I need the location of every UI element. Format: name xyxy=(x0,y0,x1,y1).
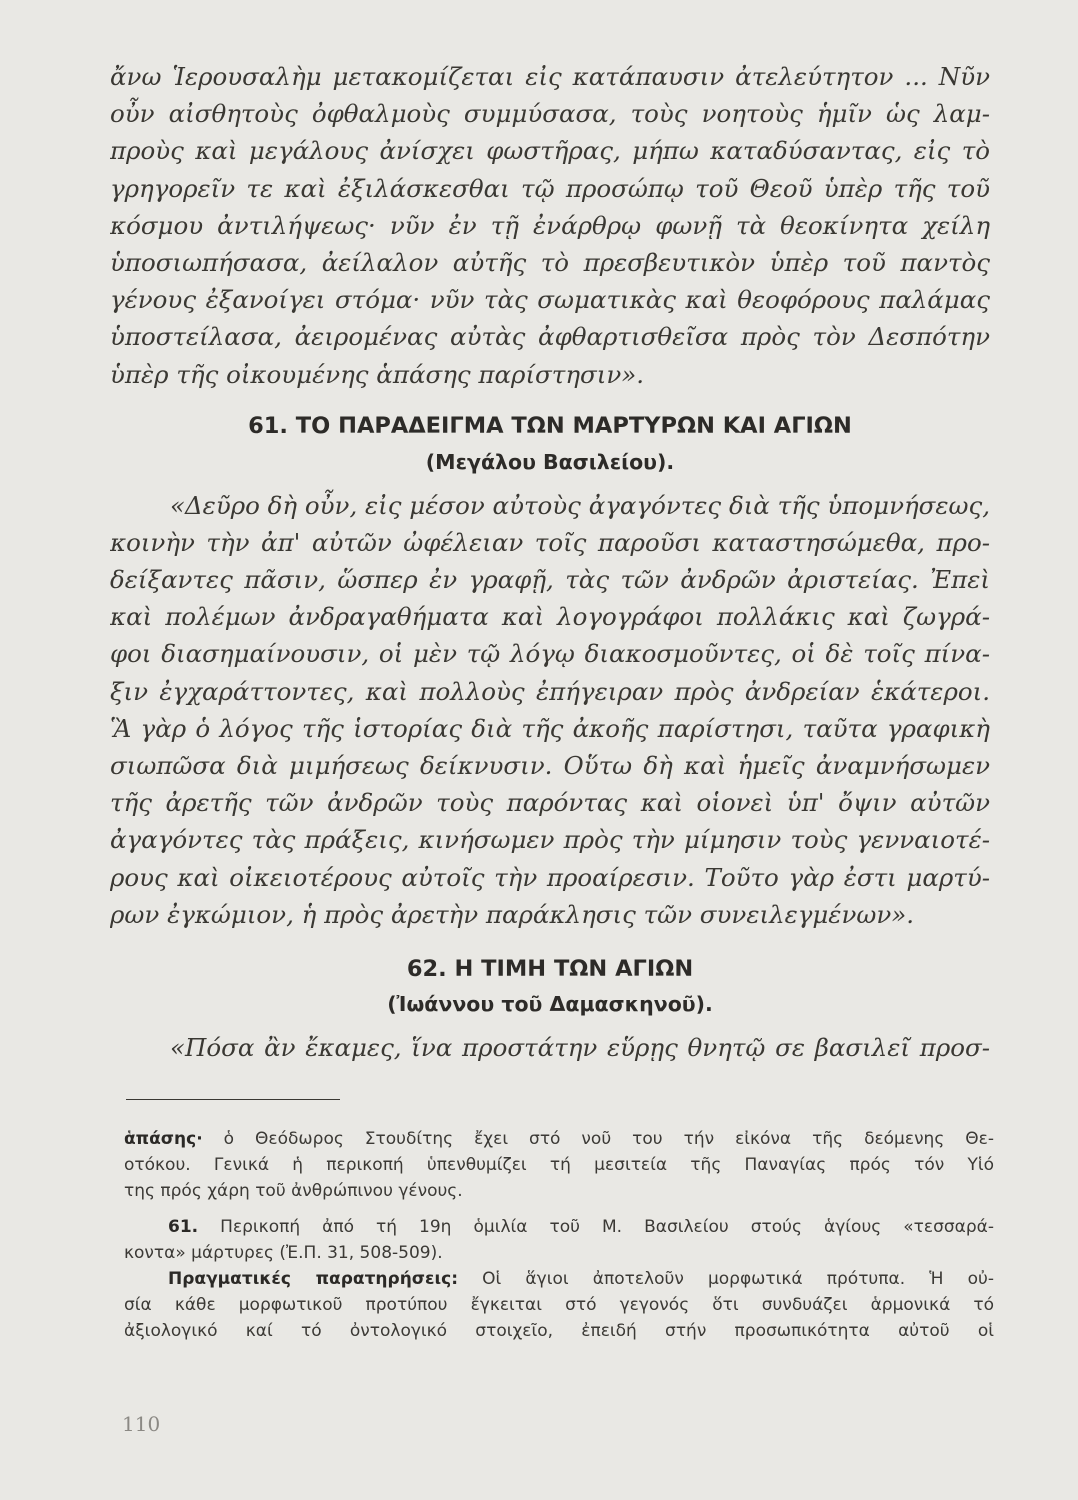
paragraph-line: προὺς καὶ μεγάλους ἀνίσχει φωστῆρας, μήπω καταδύσαντας, εἰς τὸ xyxy=(110,136,990,166)
section-61-subtitle: (Μεγάλου Βασιλείου). xyxy=(425,449,675,474)
paragraph-line: ἄνω Ἱερουσαλὴμ μετακομίζεται εἰς κατάπαυσιν ἀτελεύτητον ... Νῦν xyxy=(110,62,990,91)
paragraph-line: ὑπὲρ τῆς οἰκουμένης ἁπάσης παρίστησιν». xyxy=(110,359,645,389)
paragraph-line: Ἃ γὰρ ὁ λόγος τῆς ἱστορίας διὰ τῆς ἀκοῆς παρίστησι, ταῦτα γραφικὴ xyxy=(110,713,990,743)
footnote-separator xyxy=(126,1099,340,1100)
footnote-line: ἁπάσης· ὁ Θεόδωρος Στουδίτης ἔχει στό νοῦ του τήν εἰκόνα τῆς δεόμενης Θε- xyxy=(124,1129,994,1149)
paragraph-line: ρων ἐγκώμιον, ἡ πρὸς ἀρετὴν παράκλησις τῶν συνειλεγμένων». xyxy=(110,899,915,929)
paragraph-line: ρους καὶ οἰκειοτέρους αὐτοῖς τὴν προαίρεσιν. Τοῦτο γὰρ ἐστι μαρτύ- xyxy=(110,862,990,892)
footnote-line: Πραγματικές παρατηρήσεις: Οἱ ἅγιοι ἀποτελοῦν μορφωτικά πρότυπα. Ἡ οὐ- xyxy=(168,1269,994,1289)
page-number: 110 xyxy=(122,1412,161,1436)
paragraph-line: ξιν ἐγχαράττοντες, καὶ πολλοὺς ἐπήγειραν πρὸς ἀνδρείαν ἑκάτεροι. xyxy=(110,676,990,706)
paragraph-line: «Δεῦρο δὴ οὖν, εἰς μέσον αὐτοὺς ἀγαγόντες διὰ τῆς ὑπομνήσεως, xyxy=(170,490,990,520)
paragraph-line: σιωπῶσα διὰ μιμήσεως δείκνυσιν. Οὕτω δὴ καὶ ἡμεῖς ἀναμνήσωμεν xyxy=(110,751,990,780)
paragraph-line: ὑποσιωπήσασα, ἀείλαλον αὐτῆς τὸ πρεσβευτικὸν ὑπὲρ τοῦ παντὸς xyxy=(110,247,990,277)
paragraph-line: κόσμου ἀντιλήψεως· νῦν ἐν τῇ ἐνάρθρῳ φωνῇ τὰ θεοκίνητα χείλη xyxy=(110,210,990,240)
paragraph-line: ἀγαγόντες τὰς πράξεις, κινήσωμεν πρὸς τὴν μίμησιν τοὺς γενναιοτέ- xyxy=(110,825,990,855)
paragraph-line: γένους ἐξανοίγει στόμα· νῦν τὰς σωματικὰς καὶ θεοφόρους παλάμας xyxy=(110,285,990,315)
footnote-line: 61. Περικοπή ἀπό τή 19η ὁμιλία τοῦ Μ. Βασιλείου στούς ἁγίους «τεσσαρά- xyxy=(168,1217,994,1237)
paragraph-line: φοι διασημαίνουσιν, οἱ μὲν τῷ λόγῳ διακοσμοῦντες, οἱ δὲ τοῖς πίνα- xyxy=(110,639,990,669)
paragraph-line: γρηγορεῖν τε καὶ ἐξιλάσκεσθαι τῷ προσώπῳ τοῦ Θεοῦ ὑπὲρ τῆς τοῦ xyxy=(110,173,990,203)
main-text xyxy=(110,58,990,1066)
section-61-title: 61. ΤΟ ΠΑΡΑΔΕΙΓΜΑ ΤΩΝ ΜΑΡΤΥΡΩΝ ΚΑΙ ΑΓΙΩΝ xyxy=(248,412,852,439)
footnote-line: σία κάθε μορφωτικοῦ προτύπου ἔγκειται στό γεγονός ὅτι συνδυάζει ἁρμονικά τό xyxy=(124,1295,994,1315)
footnote-line: οτόκου. Γενικά ἡ περικοπή ὑπενθυμίζει τή μεσιτεία τῆς Παναγίας πρός τόν Υἱό xyxy=(124,1155,994,1175)
observations-label: Πραγματικές παρατηρήσεις: xyxy=(168,1269,458,1289)
paragraph-line: καὶ πολέμων ἀνδραγαθήματα καὶ λογογράφοι πολλάκις καὶ ζωγρά- xyxy=(110,602,990,632)
section-62-subtitle: (Ἰωάννου τοῦ Δαμασκηνοῦ). xyxy=(387,991,713,1016)
paragraph-line: «Πόσα ἂν ἔκαμες, ἵνα προστάτην εὕρῃς θνητῷ σε βασιλεῖ προσ- xyxy=(170,1032,990,1062)
paragraph-line: τῆς ἀρετῆς τῶν ἀνδρῶν τοὺς παρόντας καὶ οἱονεὶ ὑπ' ὄψιν αὐτῶν xyxy=(110,788,990,818)
paragraph-line: οὖν αἰσθητοὺς ὀφθαλμοὺς συμμύσασα, τοὺς νοητοὺς ἡμῖν ὡς λαμ- xyxy=(110,99,990,129)
footnote-line: ἀξιολογικό καί τό ὀντολογικό στοιχεῖο, ἐπειδή στήν προσωπικότητα αὐτοῦ οἱ xyxy=(124,1321,994,1341)
footnote-number: 61. xyxy=(168,1217,199,1237)
paragraph-line: κοινὴν τὴν ἀπ' αὐτῶν ὠφέλειαν τοῖς παροῦσι καταστησώμεθα, προ- xyxy=(110,527,990,557)
footnote-line: κοντα» μάρτυρες (Ἐ.Π. 31, 508-509). xyxy=(124,1243,443,1263)
footnote-line: της πρός χάρη τοῦ ἀνθρώπινου γένους. xyxy=(124,1181,463,1201)
footnotes xyxy=(124,1126,994,1344)
paragraph-line: ὑποστείλασα, ἀειρομένας αὐτὰς ἀφθαρτισθεῖσα πρὸς τὸν Δεσπότην xyxy=(110,322,990,352)
footnote-term: ἁπάσης· xyxy=(124,1129,203,1149)
section-62-title: 62. Η ΤΙΜΗ ΤΩΝ ΑΓΙΩΝ xyxy=(406,955,694,982)
paragraph-line: δείξαντες πᾶσιν, ὥσπερ ἐν γραφῇ, τὰς τῶν ἀνδρῶν ἀριστείας. Ἐπεὶ xyxy=(110,565,990,595)
